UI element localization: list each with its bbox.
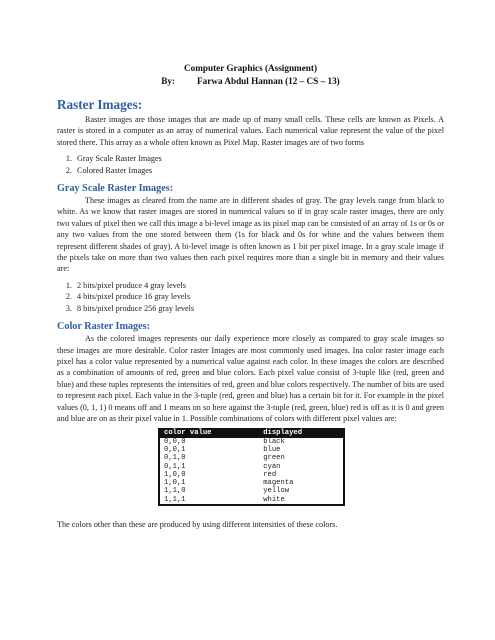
list-item: 1. Gray Scale Raster Images	[74, 153, 444, 164]
list-item: 2. 4 bits/pixel produce 16 gray levels	[74, 291, 444, 302]
raster-images-paragraph: Raster images are those images that are made up of many small cells. These cells are known as Pixels. A raster is stored in a computer as an array of numerical values. Each numerical value represent the value of the pixel stored there. This array as a whole often known as Pixel Map. Raster images are of two forms	[57, 115, 444, 147]
table-row	[160, 463, 343, 471]
author-name: Farwa Abdul Hannan (12 – CS – 13)	[197, 75, 340, 86]
table-cell: 0,0,0	[160, 438, 259, 446]
table-cell: 0,1,1	[160, 463, 259, 471]
table-cell: magenta	[259, 479, 343, 487]
list-item: 2. Colored Raster Images	[74, 165, 444, 176]
table-header-row	[160, 429, 343, 437]
gray-levels-list	[57, 280, 444, 314]
column-header: displayed	[259, 429, 343, 437]
table-cell: yellow	[259, 487, 343, 495]
color-values-table-frame	[158, 428, 345, 506]
table-cell: 1,0,0	[160, 471, 259, 479]
list-item: 1. 2 bits/pixel produce 4 gray levels	[74, 280, 444, 291]
color-raster-paragraph: As the colored images represents our daily experience more closely as compared to gray scale images so these images are more desirable. Color raster Images are most commonly used images. Ina color raster image each pixel has a color value represented by a numerical value against each color. In these images the colors are described as a combination of amounts of red, green and blue colors. Each pixel value consist of 3-tuple like (red, green and blue) and these tuples represents the intensities of red, green and blue colors respectively. The number of bits are used to represent each pixel. Each value in the 3-tuple (red, green and blue) has a certain bit for it. For example in the pixel values (0, 1, 1) 0 means off and 1 means on so here against the 3-tuple (red, green, blue) red is off as it is 0 and green and blue are on as their pixel value in 1. Possible combinations of colors with different pixel values are:	[57, 334, 444, 423]
table-row	[160, 471, 343, 479]
raster-types-list	[57, 153, 444, 176]
gray-scale-paragraph: These images as cleared from the name are in different shades of gray. The gray levels range from black to white. As we know that raster images are stored in numerical values so if in gray scale raster images, there are only two values of pixel then we call this image a bi-level image as its pixel map can be consisted of an array of 1s or 0s or any two values from the one stored between them (1s for black and 0s for white and the values between them represent different shades of gray). A bi-level image is often known as 1 bit per pixel image. In a gray scale image if the pixels take on more than two values then each pixel requires more than a single bit in memory and their values are:	[57, 196, 444, 274]
table-cell: 1,0,1	[160, 479, 259, 487]
raster-images-heading: Raster Images:	[57, 97, 143, 112]
table-cell: 0,0,1	[160, 446, 259, 454]
color-values-table	[160, 429, 343, 504]
table-cell: 1,1,0	[160, 487, 259, 495]
table-cell: blue	[259, 446, 343, 454]
table-row	[160, 446, 343, 454]
table-row	[160, 454, 343, 462]
color-raster-heading: Color Raster Images:	[57, 321, 150, 333]
table-cell: 0,1,0	[160, 454, 259, 462]
table-cell: black	[259, 438, 343, 446]
table-cell: white	[259, 496, 343, 504]
table-cell: cyan	[259, 463, 343, 471]
assignment-title: Computer Graphics (Assignment)	[183, 63, 318, 73]
table-row	[160, 438, 343, 446]
table-row	[160, 496, 343, 504]
author-line	[57, 75, 444, 88]
table-cell: red	[259, 471, 343, 479]
closing-sentence: The colors other than these are produced by using different intensities of these colors.	[57, 520, 338, 530]
table-row	[160, 487, 343, 495]
table-cell: green	[259, 454, 343, 462]
by-label: By:	[161, 75, 176, 86]
document-content	[57, 62, 444, 530]
gray-scale-heading: Gray Scale Raster Images:	[57, 183, 174, 195]
table-cell: 1,1,1	[160, 496, 259, 504]
column-header: color value	[160, 429, 259, 437]
list-item: 3. 8 bits/pixel produce 256 gray levels	[74, 303, 444, 314]
table-row	[160, 479, 343, 487]
